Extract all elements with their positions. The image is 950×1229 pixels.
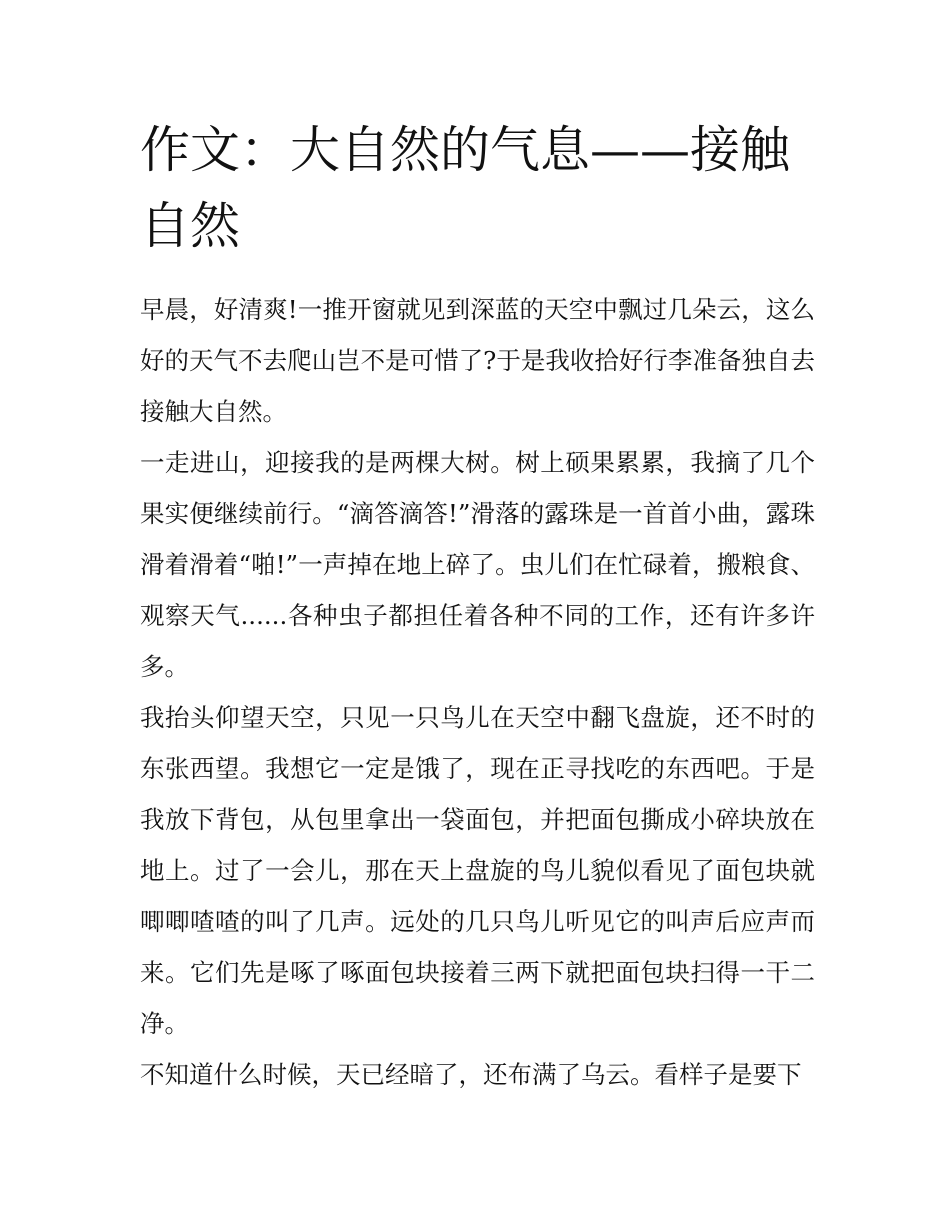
paragraph-morning: 早晨，好清爽!一推开窗就见到深蓝的天空中飘过几朵云，这么好的天气不去爬山岂不是可惜了?于是我收拾好行李准备独自去接触大自然。 — [140, 295, 815, 426]
paragraph-mountain: 一走进山，迎接我的是两棵大树。树上硕果累累，我摘了几个果实便继续前行。“滴答滴答!”滑落的露珠是一首首小曲，露珠滑着滑着“啪!”一声掉在地上碎了。虫儿们在忙碌着，搬粮食、观察天气......各种虫子都担任着各种不同的工作，还有许多许多。 — [140, 448, 815, 681]
document-body — [140, 112, 815, 1100]
paragraph-birds: 我抬头仰望天空，只见一只鸟儿在天空中翻飞盘旋，还不时的东张西望。我想它一定是饿了，现在正寻找吃的东西吧。于是我放下背包，从包里拿出一袋面包，并把面包撕成小碎块放在地上。过了一会儿，那在天上盘旋的鸟儿貌似看见了面包块就唧唧喳喳的叫了几声。远处的几只鸟儿听见它的叫声后应声而来。它们先是啄了啄面包块接着三两下就把面包块扫得一干二净。 — [140, 703, 815, 1038]
document-title: 作文：大自然的气息——接触自然 — [140, 121, 790, 255]
paragraph-evening: 不知道什么时候，天已经暗了，还布满了乌云。看样子是要下 — [140, 1060, 802, 1089]
